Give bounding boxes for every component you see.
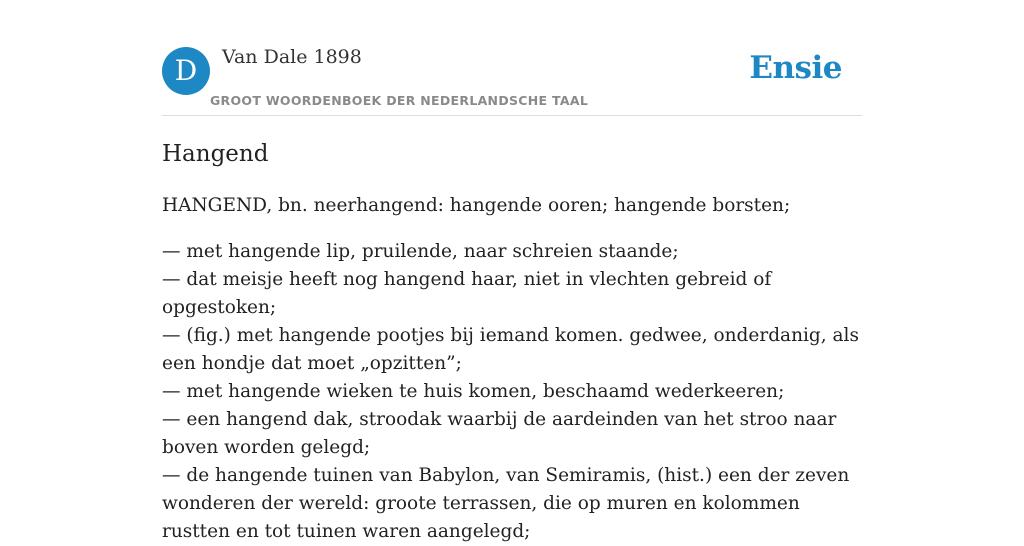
- sense-line: — met hangende wieken te huis komen, beschaamd wederkeeren;: [162, 381, 785, 402]
- site-header: [162, 0, 862, 116]
- sense-line: — een hangend dak, stroodak waarbij de aardeinden van het stroo naar boven worden gelegd;: [162, 409, 837, 458]
- dictionary-subtitle: GROOT WOORDENBOEK DER NEDERLANDSCHE TAAL: [210, 93, 589, 108]
- entry-senses: [162, 238, 866, 546]
- sense-line: — dat meisje heeft nog hangend haar, niet in vlechten gebreid of opgestoken;: [162, 269, 772, 318]
- brand-logo[interactable]: Ensie: [749, 50, 842, 86]
- entry-content: [162, 138, 866, 546]
- sense-line: — de hangende tuinen van Babylon, van Semiramis, (hist.) een der zeven wonderen der wereld: groote terrassen, die op muren en kolommen rustten en tot tuinen waren aangelegd;: [162, 465, 850, 542]
- entry-headword: Hangend: [162, 141, 269, 167]
- sense-line: — (fig.) met hangende pootjes bij iemand komen. gedwee, onderdanig, als een hondje dat moet „opzitten”;: [162, 325, 859, 374]
- entry-definition: HANGEND, bn. neerhangend: hangende ooren; hangende borsten;: [162, 195, 791, 216]
- sense-line: — met hangende lip, pruilende, naar schreien staande;: [162, 241, 679, 262]
- dictionary-name[interactable]: Van Dale 1898: [222, 46, 362, 68]
- dictionary-logo[interactable]: D: [162, 47, 210, 95]
